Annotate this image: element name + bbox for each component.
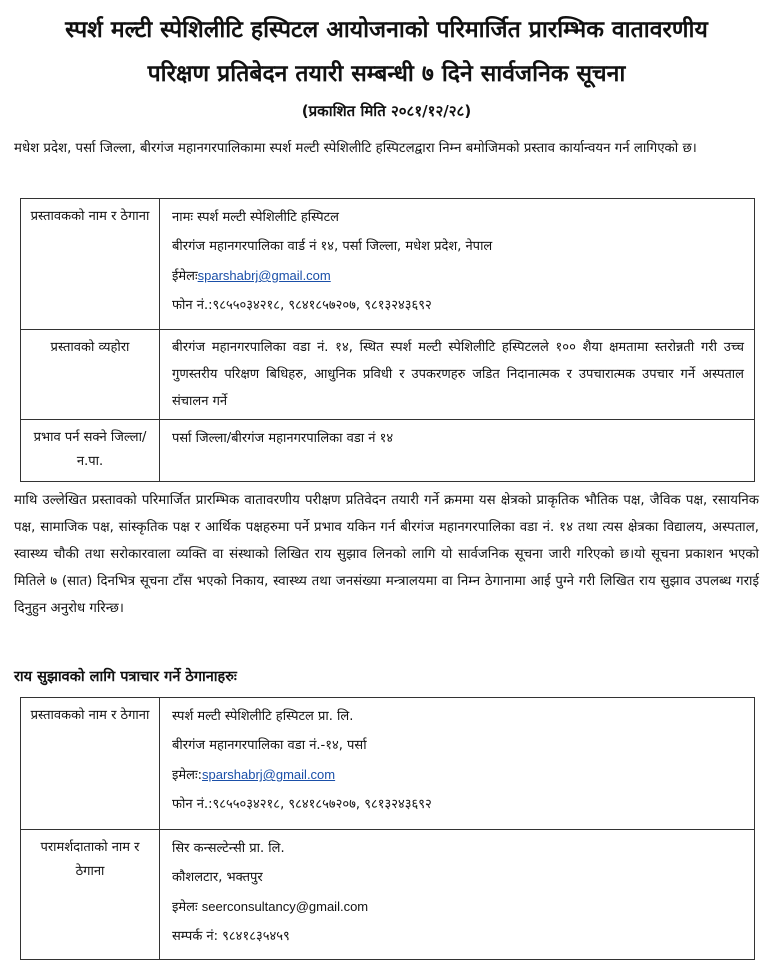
proposer-details bbox=[160, 199, 755, 330]
proposal-description-cell bbox=[160, 330, 755, 420]
notice-title-line2: परिक्षण प्रतिबेदन तयारी सम्बन्धी ७ दिने सार्वजनिक सूचना bbox=[147, 61, 626, 87]
consultant-name: सिर कन्सल्टेन्सी प्रा. लि. bbox=[172, 841, 285, 856]
proposal-table bbox=[20, 198, 755, 482]
body-paragraph: माथि उल्लेखित प्रस्तावको परिमार्जित प्रारम्भिक वातावरणीय परीक्षण प्रतिवेदन तयारी गर्ने क्रममा यस क्षेत्रको प्राकृतिक भौतिक पक्ष, जैविक पक्ष, रसायनिक पक्ष, सामाजिक पक्ष, सांस्कृतिक पक्ष र आर्थिक पक्षहरुमा पर्ने प्रभाव यकिन गर्न बीरगंज महानगरपालिका वडा नं. १४ तथा त्यस क्षेत्रका विद्यालय, अस्पताल, स्वास्थ्य चौकी तथा सरोकारवाला व्यक्ति वा संस्थाको लिखित राय सुझाव लिनको लागि यो सार्वजनिक सूचना जारी गरिएको छ।यो सूचना प्रकाशन भएको मितिले ७ (सात) दिनभित्र सूचना टाँस भएको निकाय, स्वास्थ्य तथा जनसंख्या मन्त्रालयमा वा निम्न ठेगानामा आई पुग्ने गरी लिखित राय सुझाव उपलब्ध गराई दिनुहुन अनुरोध गरिन्छ। bbox=[14, 493, 759, 616]
contact-proposer-name: स्पर्श मल्टी स्पेशिलीटि हस्पिटल प्रा. लि. bbox=[172, 709, 354, 724]
consultant-row bbox=[21, 830, 755, 960]
contact-table bbox=[20, 697, 755, 960]
contact-proposer-email-line bbox=[172, 760, 744, 790]
corner-mark bbox=[4, 970, 48, 977]
proposer-name: नामः स्पर्श मल्टी स्पेशिलीटि हस्पिटल bbox=[172, 210, 339, 225]
proposer-phone: फोन नं.:९८५५०३४२१८, ९८४१८५७२०७, ९८१३२४३६९२ bbox=[172, 298, 432, 313]
proposer-address: बीरगंज महानगरपालिका वार्ड नं १४, पर्सा जिल्ला, मधेश प्रदेश, नेपाल bbox=[172, 239, 493, 254]
affected-area-row bbox=[21, 420, 755, 482]
proposal-description-label: प्रस्तावको व्यहोरा bbox=[21, 330, 160, 420]
proposal-description-row bbox=[21, 330, 755, 420]
contact-proposer-email-link[interactable]: sparshabrj@gmail.com bbox=[201, 767, 336, 782]
proposer-row bbox=[21, 199, 755, 330]
proposal-description: बीरगंज महानगरपालिका वडा नं. १४, स्थित स्पर्श मल्टी स्पेशिलीटि हस्पिटलले १०० शैया क्षमतामा स्तरोन्नती गरी उच्च गुणस्तरीय परिक्षण बिधिहरु, आधुनिक प्रविधी र उपकरणहरु जडित निदानात्मक र उपचारात्मक उपचार गर्ने अस्पताल संचालन गर्ने bbox=[172, 340, 744, 409]
email-prefix: इमेलः: bbox=[172, 768, 202, 783]
proposer-label: प्रस्तावकको नाम र ठेगाना bbox=[21, 199, 160, 330]
contact-heading: राय सुझावको लागि पत्राचार गर्ने ठेगानाहरुः bbox=[14, 669, 237, 685]
consultant-phone: सम्पर्क नं: ९८४१८३५४५९ bbox=[172, 929, 290, 944]
email-prefix: इमेलः bbox=[172, 900, 198, 915]
email-prefix: ईमेलः bbox=[172, 269, 198, 284]
proposer-email-line bbox=[172, 261, 744, 291]
affected-area-value: पर्सा जिल्ला/बीरगंज महानगरपालिका वडा नं १४ bbox=[160, 420, 755, 482]
consultant-email-line bbox=[172, 892, 744, 922]
consultant-email: seerconsultancy@gmail.com bbox=[201, 899, 369, 914]
affected-area-label: प्रभाव पर्न सक्ने जिल्ला/न.पा. bbox=[21, 420, 160, 482]
contact-proposer-label: प्रस्तावकको नाम र ठेगाना bbox=[21, 698, 160, 830]
contact-proposer-address: बीरगंज महानगरपालिका वडा नं.-१४, पर्सा bbox=[172, 738, 367, 753]
consultant-details bbox=[160, 830, 755, 960]
contact-proposer-phone: फोन नं.:९८५५०३४२१८, ९८४१८५७२०७, ९८१३२४३६९२ bbox=[172, 797, 432, 812]
consultant-label: परामर्शदाताको नाम र ठेगाना bbox=[21, 830, 160, 960]
proposer-email-link[interactable]: sparshabrj@gmail.com bbox=[197, 268, 331, 283]
contact-proposer-row bbox=[21, 698, 755, 830]
notice-title-line1: स्पर्श मल्टी स्पेशिलीटि हस्पिटल आयोजनाको परिमार्जित प्रारम्भिक वातावरणीय bbox=[65, 17, 708, 43]
consultant-address: कौशलटार, भक्तपुर bbox=[172, 870, 263, 885]
intro-paragraph: मधेश प्रदेश, पर्सा जिल्ला, बीरगंज महानगरपालिकामा स्पर्श मल्टी स्पेशिलीटि हस्पिटलद्वारा निम्न बमोजिमको प्रस्ताव कार्यान्वयन गर्न लागिएको छ। bbox=[14, 141, 697, 156]
contact-proposer-details bbox=[160, 698, 755, 830]
published-date: (प्रकाशित मिति २०८१/१२/२८) bbox=[301, 102, 472, 120]
